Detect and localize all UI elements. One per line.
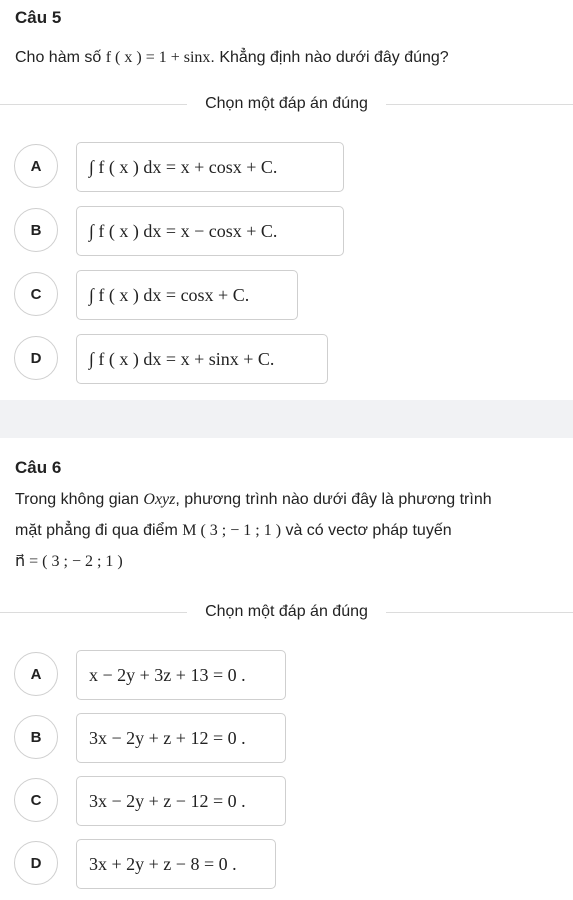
- option-answer[interactable]: ∫ f ( x ) dx = x − cosx + C.: [76, 206, 344, 256]
- question-6-line-2: [15, 515, 561, 546]
- option-answer[interactable]: 3x − 2y + z + 12 = 0 .: [76, 713, 286, 763]
- option-letter[interactable]: A: [14, 144, 58, 188]
- question-6-prompt-divider: [0, 602, 573, 622]
- question-5-function: f ( x ) = 1 + sinx: [105, 49, 211, 66]
- option-letter[interactable]: C: [14, 778, 58, 822]
- question-6-line-1: [15, 484, 561, 515]
- question-5-text: [15, 42, 561, 73]
- option-answer[interactable]: ∫ f ( x ) dx = x + cosx + C.: [76, 142, 344, 192]
- option-answer[interactable]: ∫ f ( x ) dx = x + sinx + C.: [76, 334, 328, 384]
- question-6-title: Câu 6: [15, 458, 62, 477]
- question-6-line-2-a: mặt phẳng đi qua điểm: [15, 522, 183, 539]
- question-5-prompt: Chọn một đáp án đúng: [187, 95, 386, 112]
- question-5-text-prefix: Cho hàm số: [15, 49, 106, 66]
- question-6-prompt: Chọn một đáp án đúng: [187, 603, 386, 620]
- question-6-line-3: [15, 546, 561, 577]
- option-letter[interactable]: C: [14, 272, 58, 316]
- option-answer[interactable]: 3x − 2y + z − 12 = 0 .: [76, 776, 286, 826]
- section-separator: [0, 400, 573, 438]
- question-6-line-2-b: và có vectơ pháp tuyến: [281, 522, 452, 539]
- option-answer[interactable]: 3x + 2y + z − 8 = 0 .: [76, 839, 276, 889]
- question-6-line-1-a: Trong không gian: [15, 491, 144, 508]
- option-letter[interactable]: B: [14, 715, 58, 759]
- question-5-text-suffix: . Khẳng định nào dưới đây đúng?: [210, 49, 449, 66]
- question-6-line-1-b: , phương trình nào dưới đây là phương trình: [175, 491, 492, 508]
- option-answer[interactable]: ∫ f ( x ) dx = cosx + C.: [76, 270, 298, 320]
- coordinate-system: Oxyz: [143, 491, 176, 508]
- option-letter[interactable]: A: [14, 652, 58, 696]
- option-letter[interactable]: D: [14, 336, 58, 380]
- question-5-title: Câu 5: [15, 8, 62, 27]
- option-letter[interactable]: D: [14, 841, 58, 885]
- option-answer[interactable]: x − 2y + 3z + 13 = 0 .: [76, 650, 286, 700]
- question-6-text: [15, 484, 561, 577]
- normal-vector: n⃗ = ( 3 ; − 2 ; 1 ): [15, 553, 123, 570]
- option-letter[interactable]: B: [14, 208, 58, 252]
- question-5-prompt-divider: [0, 94, 573, 114]
- point-m: M ( 3 ; − 1 ; 1 ): [182, 522, 282, 539]
